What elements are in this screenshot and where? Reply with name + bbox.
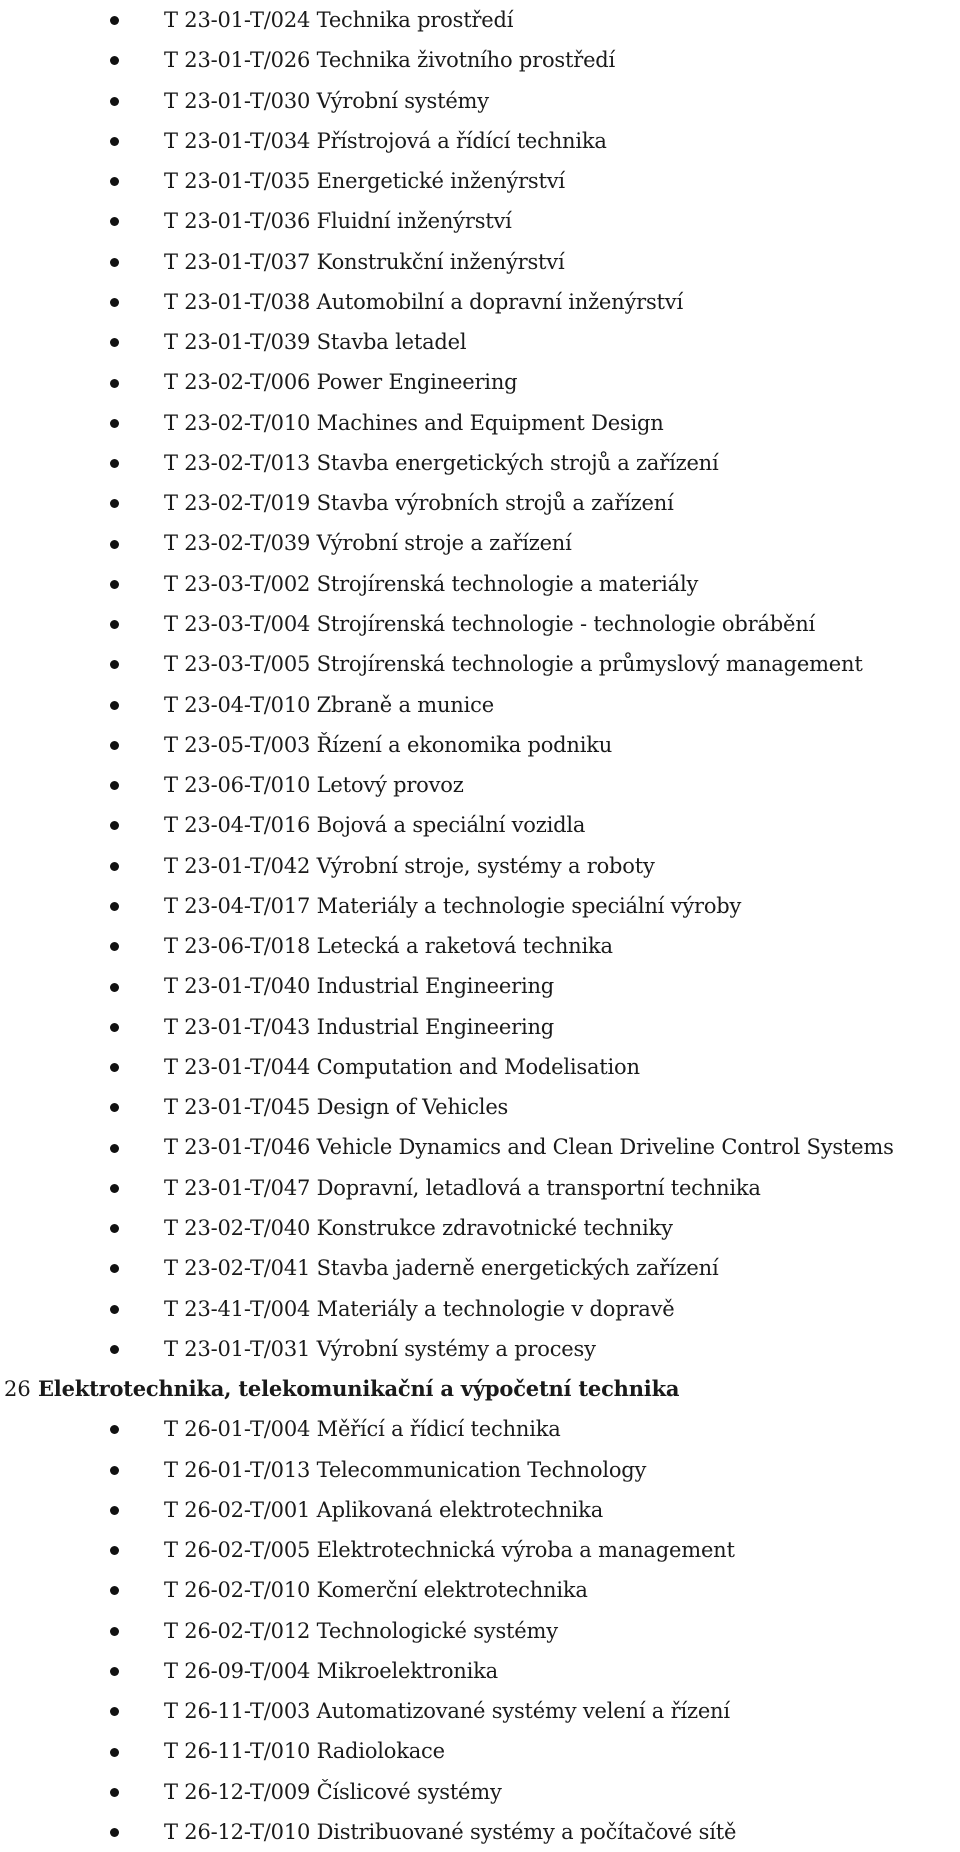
program-prefix: T	[164, 1457, 178, 1482]
program-name: Technika prostředí	[316, 8, 514, 32]
program-entry	[164, 1289, 675, 1329]
program-name: Elektrotechnická výroba a management	[316, 1538, 735, 1563]
program-prefix: T	[164, 88, 178, 113]
program-name: Design of Vehicles	[316, 1095, 509, 1120]
program-name: Fluidní inženýrství	[316, 209, 512, 234]
program-entry	[164, 685, 494, 725]
program-entry	[164, 926, 613, 966]
program-entry	[164, 1490, 603, 1530]
program-entry	[164, 1047, 640, 1087]
program-code: 23-03-T/002	[184, 571, 311, 596]
program-name: Stavba výrobních strojů a zařízení	[316, 491, 674, 516]
bullet-icon	[110, 56, 119, 65]
program-code: 23-02-T/006	[184, 370, 311, 395]
program-name: Materiály a technologie speciální výroby	[316, 893, 742, 918]
list-item	[0, 403, 960, 443]
program-code: 23-01-T/047	[184, 1175, 311, 1200]
program-prefix: T	[164, 1618, 178, 1643]
program-code: 26-02-T/001	[184, 1497, 311, 1522]
list-item	[0, 1570, 960, 1610]
program-entry	[164, 1087, 508, 1127]
list-item	[0, 1611, 960, 1651]
program-entry	[164, 403, 664, 443]
bullet-icon	[110, 1828, 119, 1837]
program-prefix: T	[164, 1658, 178, 1683]
program-code: 23-01-T/042	[184, 853, 311, 878]
program-entry	[164, 846, 655, 886]
program-entry	[164, 443, 719, 483]
program-prefix: T	[164, 732, 178, 757]
list-item	[0, 725, 960, 765]
program-name: Automatizované systémy velení a řízení	[316, 1699, 730, 1724]
program-name: Konstrukční inženýrství	[316, 249, 565, 274]
bullet-icon	[110, 660, 119, 669]
bullet-icon	[110, 942, 119, 951]
list-item	[0, 362, 960, 402]
program-name: Strojírenská technologie - technologie obrábění	[316, 611, 816, 636]
program-name: Aplikovaná elektrotechnika	[316, 1497, 604, 1522]
program-entry	[164, 1772, 502, 1812]
bullet-icon	[110, 1466, 119, 1475]
program-entry	[164, 1450, 646, 1490]
bullet-icon	[110, 1144, 119, 1153]
program-entry	[164, 1127, 894, 1167]
program-entry	[164, 523, 572, 563]
bullet-icon	[110, 97, 119, 106]
program-prefix: T	[164, 692, 178, 717]
bullet-icon	[110, 258, 119, 267]
program-entry	[164, 161, 565, 201]
program-code: 26-11-T/003	[184, 1699, 311, 1724]
program-name: Computation and Modelisation	[316, 1054, 640, 1079]
program-name: Radiolokace	[316, 1739, 445, 1764]
bullet-icon	[110, 1305, 119, 1314]
program-prefix: T	[164, 249, 178, 274]
program-prefix: T	[164, 1336, 178, 1361]
program-entry	[164, 1691, 730, 1731]
bullet-icon	[110, 1224, 119, 1233]
list-item	[0, 1248, 960, 1288]
program-entry	[164, 1208, 673, 1248]
program-code: 23-01-T/034	[184, 128, 311, 153]
list-item	[0, 846, 960, 886]
program-code: 23-01-T/035	[184, 169, 311, 194]
program-prefix: T	[164, 531, 178, 556]
program-prefix: T	[164, 1014, 178, 1039]
program-code: 23-01-T/031	[184, 1336, 311, 1361]
list-item	[0, 805, 960, 845]
program-prefix: T	[164, 813, 178, 838]
list-item	[0, 1772, 960, 1812]
program-prefix: T	[164, 8, 178, 32]
program-prefix: T	[164, 128, 178, 153]
program-entry	[164, 1007, 554, 1047]
program-prefix: T	[164, 1417, 178, 1442]
program-name: Telecommunication Technology	[316, 1457, 647, 1482]
bullet-icon	[110, 580, 119, 589]
program-prefix: T	[164, 1779, 178, 1804]
program-code: 23-02-T/010	[184, 410, 311, 435]
list-item	[0, 1691, 960, 1731]
program-entry	[164, 322, 466, 362]
list-item	[0, 765, 960, 805]
program-name: Číslicové systémy	[316, 1779, 502, 1804]
program-name: Vehicle Dynamics and Clean Driveline Control Systems	[316, 1135, 894, 1160]
list-item	[0, 886, 960, 926]
program-name: Stavba jaderně energetických zařízení	[316, 1256, 719, 1281]
list-item	[0, 1812, 960, 1852]
section-number: 26	[4, 1377, 31, 1402]
list-item	[0, 40, 960, 80]
program-prefix: T	[164, 1538, 178, 1563]
list-item	[0, 1208, 960, 1248]
bullet-icon	[110, 1184, 119, 1193]
program-prefix: T	[164, 974, 178, 999]
list-item	[0, 121, 960, 161]
list-item	[0, 564, 960, 604]
bullet-icon	[110, 540, 119, 549]
list-item	[0, 604, 960, 644]
list-item	[0, 81, 960, 121]
program-code: 23-01-T/038	[184, 289, 311, 314]
program-code: 23-02-T/041	[184, 1256, 311, 1281]
program-entry	[164, 1168, 761, 1208]
program-code: 23-01-T/043	[184, 1014, 311, 1039]
bullet-icon	[110, 902, 119, 911]
section-heading	[0, 1369, 960, 1409]
bullet-icon	[110, 821, 119, 830]
bullet-icon	[110, 1103, 119, 1112]
program-name: Energetické inženýrství	[316, 169, 565, 194]
list-item	[0, 644, 960, 684]
program-prefix: T	[164, 1819, 178, 1844]
program-name: Materiály a technologie v dopravě	[316, 1296, 675, 1321]
program-code: 23-03-T/004	[184, 611, 311, 636]
program-code: 26-11-T/010	[184, 1739, 311, 1764]
program-code: 23-01-T/024	[184, 8, 311, 32]
program-prefix: T	[164, 491, 178, 516]
program-name: Měřící a řídicí technika	[316, 1417, 561, 1442]
program-list-group-b	[0, 1409, 960, 1852]
list-item	[0, 1409, 960, 1449]
bullet-icon	[110, 983, 119, 992]
list-item	[0, 282, 960, 322]
program-entry	[164, 81, 489, 121]
program-name: Konstrukce zdravotnické techniky	[316, 1215, 673, 1240]
bullet-icon	[110, 620, 119, 629]
program-code: 23-06-T/010	[184, 773, 311, 798]
program-prefix: T	[164, 652, 178, 677]
bullet-icon	[110, 1586, 119, 1595]
program-name: Technologické systémy	[316, 1618, 558, 1643]
bullet-icon	[110, 1063, 119, 1072]
bullet-icon	[110, 16, 119, 25]
program-code: 23-06-T/018	[184, 934, 311, 959]
list-item	[0, 1168, 960, 1208]
program-code: 23-04-T/010	[184, 692, 311, 717]
list-item	[0, 1007, 960, 1047]
list-item	[0, 1651, 960, 1691]
program-prefix: T	[164, 1699, 178, 1724]
program-prefix: T	[164, 209, 178, 234]
bullet-icon	[110, 338, 119, 347]
program-code: 23-01-T/030	[184, 88, 311, 113]
bullet-icon	[110, 177, 119, 186]
program-prefix: T	[164, 611, 178, 636]
program-entry	[164, 1329, 596, 1369]
program-prefix: T	[164, 410, 178, 435]
program-name: Výrobní stroje a zařízení	[316, 531, 572, 556]
list-item	[0, 322, 960, 362]
bullet-icon	[110, 1345, 119, 1354]
program-name: Machines and Equipment Design	[316, 410, 664, 435]
program-name: Stavba energetických strojů a zařízení	[316, 450, 719, 475]
program-name: Letový provoz	[316, 773, 464, 798]
bullet-icon	[110, 1707, 119, 1716]
program-entry	[164, 886, 741, 926]
program-name: Dopravní, letadlová a transportní technika	[316, 1175, 761, 1200]
program-prefix: T	[164, 1095, 178, 1120]
program-entry	[164, 282, 683, 322]
list-item	[0, 0, 960, 40]
program-prefix: T	[164, 330, 178, 355]
bullet-icon	[110, 1667, 119, 1676]
program-entry	[164, 1611, 558, 1651]
list-item	[0, 1047, 960, 1087]
program-code: 23-01-T/036	[184, 209, 311, 234]
bullet-icon	[110, 459, 119, 468]
bullet-icon	[110, 1264, 119, 1273]
list-item	[0, 1530, 960, 1570]
program-prefix: T	[164, 370, 178, 395]
program-code: 23-05-T/003	[184, 732, 311, 757]
program-prefix: T	[164, 169, 178, 194]
program-entry	[164, 644, 863, 684]
program-code: 23-01-T/046	[184, 1135, 311, 1160]
program-code: 23-04-T/016	[184, 813, 311, 838]
program-code: 26-02-T/012	[184, 1618, 311, 1643]
program-name: Komerční elektrotechnika	[316, 1578, 588, 1603]
program-name: Industrial Engineering	[316, 1014, 555, 1039]
program-code: 26-01-T/013	[184, 1457, 311, 1482]
program-name: Stavba letadel	[316, 330, 467, 355]
program-prefix: T	[164, 1578, 178, 1603]
program-code: 23-01-T/040	[184, 974, 311, 999]
program-entry	[164, 725, 612, 765]
list-item	[0, 926, 960, 966]
program-code: 23-02-T/039	[184, 531, 311, 556]
program-code: 23-01-T/045	[184, 1095, 311, 1120]
program-name: Přístrojová a řídící technika	[316, 128, 607, 153]
program-name: Mikroelektronika	[316, 1658, 498, 1683]
list-item	[0, 1289, 960, 1329]
list-item	[0, 1127, 960, 1167]
program-name: Industrial Engineering	[316, 974, 555, 999]
program-entry	[164, 0, 513, 40]
program-code: 23-02-T/040	[184, 1215, 311, 1240]
program-code: 23-01-T/037	[184, 249, 311, 274]
program-name: Strojírenská technologie a průmyslový management	[316, 652, 863, 677]
program-code: 23-02-T/019	[184, 491, 311, 516]
program-prefix: T	[164, 1135, 178, 1160]
program-prefix: T	[164, 773, 178, 798]
program-entry	[164, 121, 607, 161]
program-code: 26-09-T/004	[184, 1658, 311, 1683]
program-entry	[164, 201, 512, 241]
program-entry	[164, 1812, 736, 1852]
section-title: Elektrotechnika, telekomunikační a výpočetní technika	[38, 1376, 680, 1402]
program-entry	[164, 966, 554, 1006]
program-name: Distribuované systémy a počítačové sítě	[316, 1819, 737, 1844]
program-code: 26-01-T/004	[184, 1417, 311, 1442]
program-entry	[164, 765, 464, 805]
program-entry	[164, 564, 698, 604]
bullet-icon	[110, 419, 119, 428]
program-code: 26-02-T/005	[184, 1538, 311, 1563]
program-prefix: T	[164, 1215, 178, 1240]
program-entry	[164, 40, 615, 80]
list-item	[0, 1731, 960, 1771]
program-prefix: T	[164, 1054, 178, 1079]
list-item	[0, 966, 960, 1006]
program-entry	[164, 1409, 561, 1449]
program-entry	[164, 1248, 718, 1288]
program-entry	[164, 483, 674, 523]
program-prefix: T	[164, 934, 178, 959]
program-name: Výrobní stroje, systémy a roboty	[316, 853, 655, 878]
list-item	[0, 201, 960, 241]
bullet-icon	[110, 1425, 119, 1434]
program-prefix: T	[164, 1497, 178, 1522]
program-entry	[164, 362, 517, 402]
list-item	[0, 1087, 960, 1127]
program-name: Letecká a raketová technika	[316, 934, 613, 959]
program-name: Bojová a speciální vozidla	[316, 813, 586, 838]
program-prefix: T	[164, 1175, 178, 1200]
program-prefix: T	[164, 1256, 178, 1281]
program-name: Řízení a ekonomika podniku	[316, 732, 613, 757]
bullet-icon	[110, 379, 119, 388]
bullet-icon	[110, 741, 119, 750]
list-item	[0, 1490, 960, 1530]
program-code: 26-12-T/010	[184, 1819, 311, 1844]
program-name: Výrobní systémy	[316, 88, 489, 113]
list-item	[0, 161, 960, 201]
program-prefix: T	[164, 450, 178, 475]
program-entry	[164, 242, 564, 282]
program-name: Strojírenská technologie a materiály	[316, 571, 699, 596]
program-entry	[164, 1570, 588, 1610]
program-entry	[164, 1530, 735, 1570]
list-item	[0, 523, 960, 563]
list-item	[0, 1450, 960, 1490]
program-prefix: T	[164, 289, 178, 314]
program-code: 26-12-T/009	[184, 1779, 311, 1804]
program-code: 23-01-T/044	[184, 1054, 311, 1079]
bullet-icon	[110, 1748, 119, 1757]
bullet-icon	[110, 298, 119, 307]
program-prefix: T	[164, 571, 178, 596]
bullet-icon	[110, 1788, 119, 1797]
list-item	[0, 242, 960, 282]
bullet-icon	[110, 137, 119, 146]
program-prefix: T	[164, 853, 178, 878]
list-item	[0, 483, 960, 523]
list-item	[0, 1329, 960, 1369]
program-entry	[164, 604, 815, 644]
bullet-icon	[110, 499, 119, 508]
list-item	[0, 443, 960, 483]
program-code: 26-02-T/010	[184, 1578, 311, 1603]
program-prefix: T	[164, 1296, 178, 1321]
bullet-icon	[110, 1506, 119, 1515]
program-name: Power Engineering	[316, 370, 518, 395]
bullet-icon	[110, 217, 119, 226]
program-code: 23-41-T/004	[184, 1296, 311, 1321]
program-prefix: T	[164, 48, 178, 73]
program-code: 23-03-T/005	[184, 652, 311, 677]
bullet-icon	[110, 862, 119, 871]
program-code: 23-02-T/013	[184, 450, 311, 475]
program-code: 23-01-T/026	[184, 48, 311, 73]
program-name: Technika životního prostředí	[316, 48, 616, 73]
bullet-icon	[110, 1546, 119, 1555]
list-item	[0, 685, 960, 725]
program-name: Zbraně a munice	[316, 692, 494, 717]
program-prefix: T	[164, 893, 178, 918]
bullet-icon	[110, 1023, 119, 1032]
program-code: 23-01-T/039	[184, 330, 311, 355]
bullet-icon	[110, 781, 119, 790]
program-code: 23-04-T/017	[184, 893, 311, 918]
program-entry	[164, 805, 585, 845]
program-prefix: T	[164, 1739, 178, 1764]
program-entry	[164, 1651, 498, 1691]
bullet-icon	[110, 1627, 119, 1636]
program-name: Výrobní systémy a procesy	[316, 1336, 596, 1361]
bullet-icon	[110, 701, 119, 710]
program-name: Automobilní a dopravní inženýrství	[316, 289, 683, 314]
program-entry	[164, 1731, 445, 1771]
